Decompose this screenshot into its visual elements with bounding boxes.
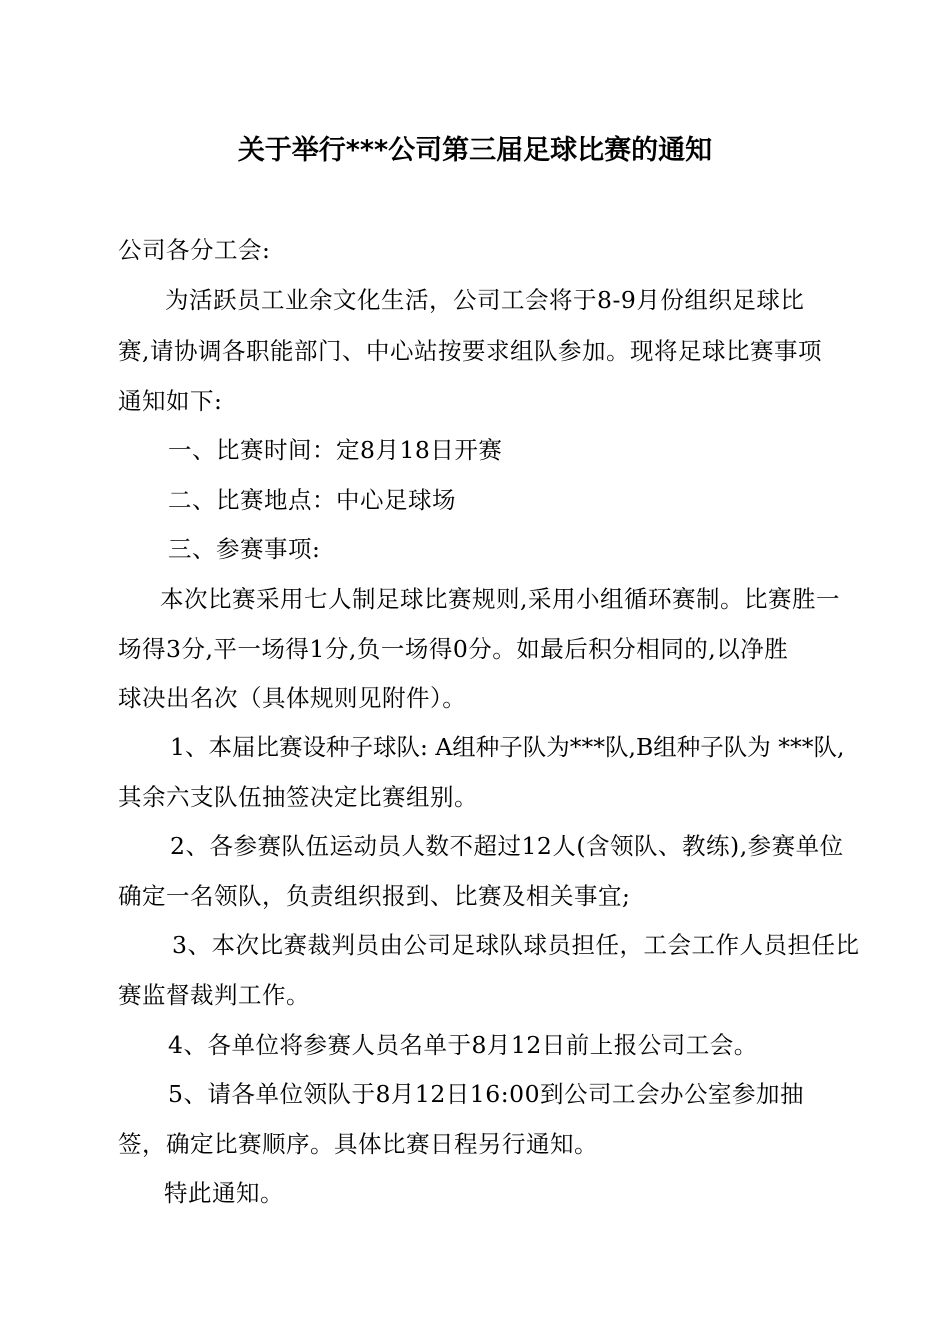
item-matters-heading: 三、参赛事项: [168, 535, 321, 563]
closing-line: 特此通知。 [164, 1179, 284, 1207]
rules-line-2: 场得3分,平一场得1分,负一场得0分。如最后积分相同的,以净胜 [118, 635, 789, 663]
item-time: 一、比赛时间：定8月18日开赛 [168, 436, 503, 464]
clause-3-line-2: 赛监督裁判工作。 [118, 981, 310, 1009]
intro-line-2: 赛,请协调各职能部门、中心站按要求组队参加。现将足球比赛事项 [118, 337, 822, 365]
clause-2-line-2: 确定一名领队，负责组织报到、比赛及相关事宜; [118, 882, 631, 910]
clause-5-line-2: 签，确定比赛顺序。具体比赛日程另行通知。 [118, 1130, 598, 1158]
intro-line-1: 为活跃员工业余文化生活，公司工会将于8-9月份组织足球比 [165, 286, 805, 314]
rules-line-1: 本次比赛采用七人制足球比赛规则,采用小组循环赛制。比赛胜一 [160, 585, 840, 613]
clause-1-line-1: 1、本届比赛设种子球队: A组种子队为***队,B组种子队为 ***队, [170, 733, 845, 761]
clause-3-line-1: 3、本次比赛裁判员由公司足球队球员担任，工会工作人员担任比 [172, 931, 860, 959]
salutation: 公司各分工会: [118, 236, 271, 264]
clause-4: 4、各单位将参赛人员名单于8月12日前上报公司工会。 [168, 1031, 758, 1059]
clause-5-line-1: 5、请各单位领队于8月12日16:00到公司工会办公室参加抽 [168, 1080, 805, 1108]
clause-2-line-1: 2、各参赛队伍运动员人数不超过12人(含领队、教练),参赛单位 [170, 832, 844, 860]
notice-title: 关于举行***公司第三届足球比赛的通知 [237, 135, 713, 166]
clause-1-line-2: 其余六支队伍抽签决定比赛组别。 [118, 783, 478, 811]
rules-line-3: 球决出名次（具体规则见附件）。 [118, 684, 467, 712]
intro-line-3: 通知如下: [118, 387, 223, 415]
item-location: 二、比赛地点：中心足球场 [168, 486, 456, 514]
